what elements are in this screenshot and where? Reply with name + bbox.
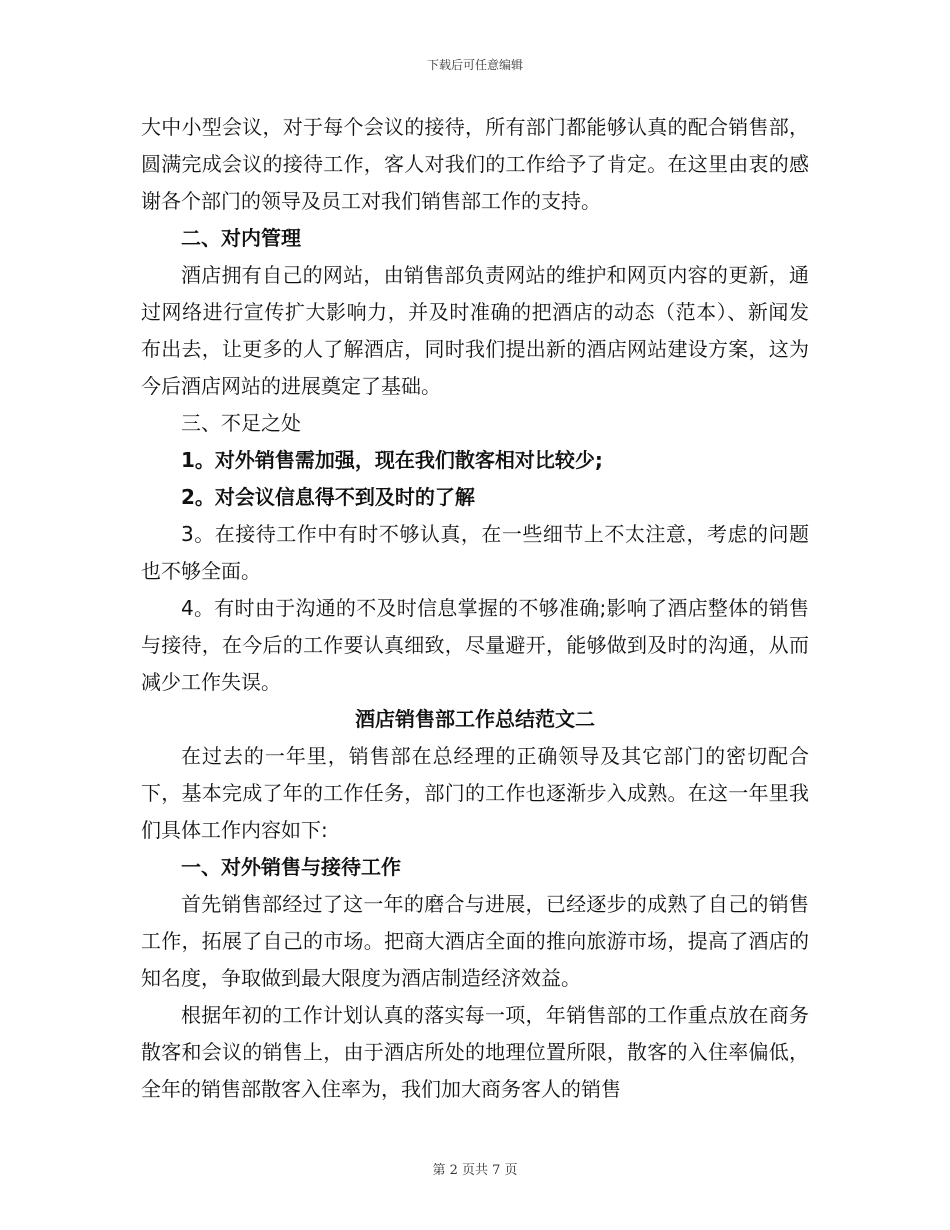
list-item: 4。有时由于沟通的不及时信息掌握的不够准确;影响了酒店整体的销售与接待，在今后的工作要认真细致，尽量避开，能够做到及时的沟通，从而减少工作失误。 xyxy=(141,596,809,694)
paragraph: 在过去的一年里，销售部在总经理的正确领导及其它部门的密切配合下，基本完成了年的工作任务，部门的工作也逐渐步入成熟。在这一年里我们具体工作内容如下: xyxy=(141,744,809,842)
section-heading: 二、对内管理 xyxy=(181,226,301,250)
paragraph: 根据年初的工作计划认真的落实每一项，年销售部的工作重点放在商务散客和会议的销售上，由于酒店所处的地理位置所限，散客的入住率偏低，全年的销售部散客入住率为，我们加大商务客人的销售 xyxy=(141,1003,809,1101)
paragraph: 首先销售部经过了这一年的磨合与进展，已经逐步的成熟了自己的销售工作，拓展了自己的市场。把商大酒店全面的推向旅游市场，提高了酒店的知名度，争取做到最大限度为酒店制造经济效益。 xyxy=(141,892,809,990)
paragraph: 酒店拥有自己的网站，由销售部负责网站的维护和网页内容的更新，通过网络进行宣传扩大影响力，并及时准确的把酒店的动态（范本）、新闻发布出去，让更多的人了解酒店，同时我们提出新的酒店网站建设方案，这为今后酒店网站的进展奠定了基础。 xyxy=(141,263,809,398)
page-footer: 第 2 页共 7 页 xyxy=(432,1163,518,1178)
list-item: 2。对会议信息得不到及时的了解 xyxy=(181,485,475,509)
section-heading: 一、对外销售与接待工作 xyxy=(181,855,401,879)
paragraph: 大中小型会议，对于每个会议的接待，所有部门都能够认真的配合销售部，圆满完成会议的接待工作，客人对我们的工作给予了肯定。在这里由衷的感谢各个部门的领导及员工对我们销售部工作的支持。 xyxy=(141,115,809,213)
document-title: 酒店销售部工作总结范文二 xyxy=(355,707,595,731)
list-item: 1。对外销售需加强，现在我们散客相对比较少; xyxy=(181,448,603,472)
page-header: 下载后可任意编辑 xyxy=(426,58,523,72)
section-heading: 三、不足之处 xyxy=(181,411,301,435)
list-item: 3。在接待工作中有时不够认真，在一些细节上不太注意，考虑的问题也不够全面。 xyxy=(141,522,809,583)
document-body xyxy=(141,109,809,1108)
